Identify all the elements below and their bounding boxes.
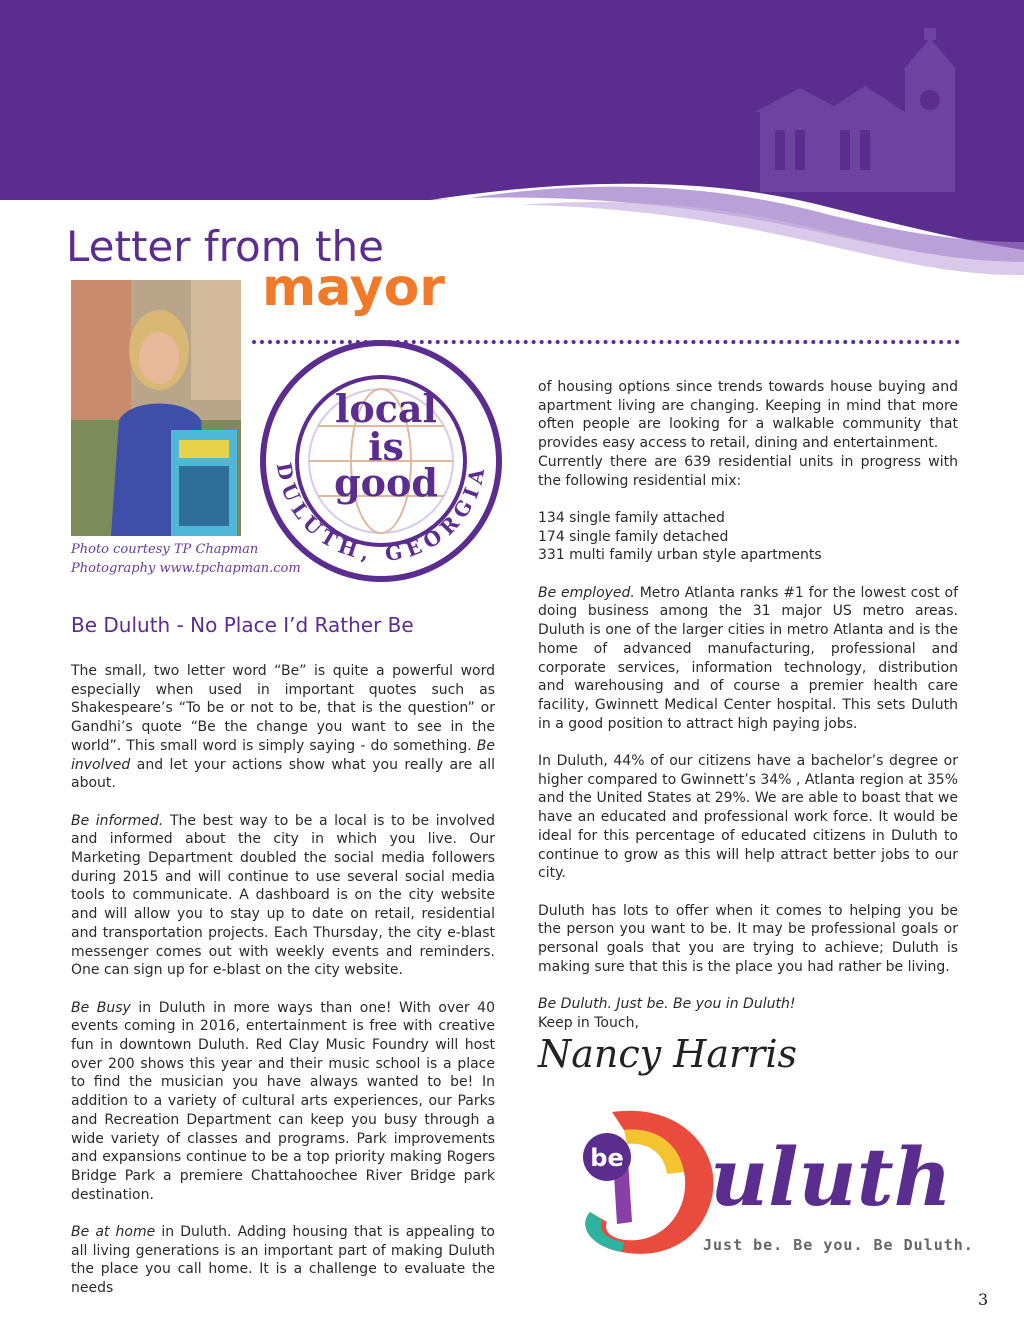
- logo-be: be: [590, 1144, 624, 1172]
- logo-duluth-word: uluth: [710, 1130, 952, 1224]
- paragraph-be-informed: Be informed. The best way to be a local is to be involved and informed about the city in which you live. Our Marketing Department doubled the social media followers during 2015 and will continue to use several social media tools to communicate. A dashboard is on the city website and will allow you to stay up to date on retail, residential and transportation projects. Each Thursday, the city e-blast messenger comes out with weekly events and reminders. One can sign up for e-blast on the city website.: [71, 812, 495, 979]
- photo-caption-line-1: Photo courtesy TP Chapman: [71, 542, 259, 557]
- stamp-word-local: local: [335, 386, 437, 431]
- stamp-word-good: good: [334, 460, 438, 505]
- paragraph-offer: Duluth has lots to offer when it comes to helping you be the person you want to be. It may be professional goals or personal goals that you are trying to achieve; Duluth is making sure that this is the place you had rather be living.: [538, 902, 958, 975]
- mix-item: 134 single family attached: [538, 509, 725, 526]
- page-number: 3: [978, 1290, 989, 1309]
- local-is-good-stamp: [256, 336, 506, 586]
- page-title-line-2: mayor: [262, 258, 445, 318]
- be-duluth-logo-mark: [572, 1102, 722, 1262]
- signature: Nancy Harris: [538, 1032, 797, 1076]
- mayor-photo: [71, 280, 241, 536]
- right-column: [538, 378, 958, 1033]
- paragraph-be-employed: Be employed. Metro Atlanta ranks #1 for the lowest cost of doing business among the 31 major US metro areas. Duluth is one of the larger cities in metro Atlanta and is the home of advanced manufacturing, professional and corporate services, information technology, distribution and warehousing and of course a premier health care facility, Gwinnett Medical Center hospital. This sets Duluth in a good position to attract high paying jobs.: [538, 584, 958, 732]
- paragraph-units: Currently there are 639 residential units in progress with the following residential mix:: [538, 453, 958, 489]
- paragraph-intro: The small, two letter word “Be” is quite a powerful word especially when used in important quotes such as Shakespeare’s “To be or not to be, that is the question” or Gandhi’s quote “Be the change you want to see in the world”. This small word is simply saying - do something. Be involved and let your actions show what you really are all about.: [71, 663, 495, 792]
- logo-tagline: Just be. Be you. Be Duluth.: [703, 1236, 974, 1254]
- mix-item: 331 multi family urban style apartments: [538, 547, 822, 564]
- left-column: [71, 662, 495, 1298]
- paragraph-be-at-home: Be at home in Duluth. Adding housing that is appealing to all living generations is an important part of making Duluth the place you call home. It is a challenge to evaluate the needs: [71, 1224, 495, 1297]
- paragraph-education: In Duluth, 44% of our citizens have a bachelor’s degree or higher compared to Gwinnett’s 34% , Atlanta region at 35% and the United States at 29%. We are able to boast that we have an educated and professional work force. It would be ideal for this percentage of educated citizens in Duluth to continue to grow as this will help attract better jobs to our city.: [538, 753, 958, 882]
- paragraph-be-busy: Be Busy in Duluth in more ways than one! With over 40 events coming in 2016, entertainment is free with creative fun in downtown Duluth. Red Clay Music Foundry will host over 200 shows this year and their music school is a place to find the musician you have always wanted to be! In addition to a variety of cultural arts experiences, our Parks and Recreation Department can keep you busy through a wide variety of classes and programs. Park improvements and expansions continue to be a top priority making Rogers Bridge Park a premiere Chattahoochee River Bridge park destination.: [71, 999, 495, 1203]
- mix-item: 174 single family detached: [538, 528, 729, 545]
- stamp-ring-text: DULUTH, GEORGIA: [271, 460, 491, 567]
- paragraph-housing: of housing options since trends towards house buying and apartment living are changing. Keeping in mind that more often people are looking for a walkable community that provides easy access to retail, dining and entertainment.: [538, 379, 958, 452]
- sign-off: Keep in Touch,: [538, 1014, 639, 1031]
- page-title-line-1: Letter from the: [66, 222, 384, 271]
- stamp-word-is: is: [368, 424, 404, 469]
- closing-line: Be Duluth. Just be. Be you in Duluth!: [538, 996, 796, 1013]
- photo-caption-line-2: Photography www.tpchapman.com: [71, 561, 301, 576]
- article-subhead: Be Duluth - No Place I’d Rather Be: [71, 613, 414, 637]
